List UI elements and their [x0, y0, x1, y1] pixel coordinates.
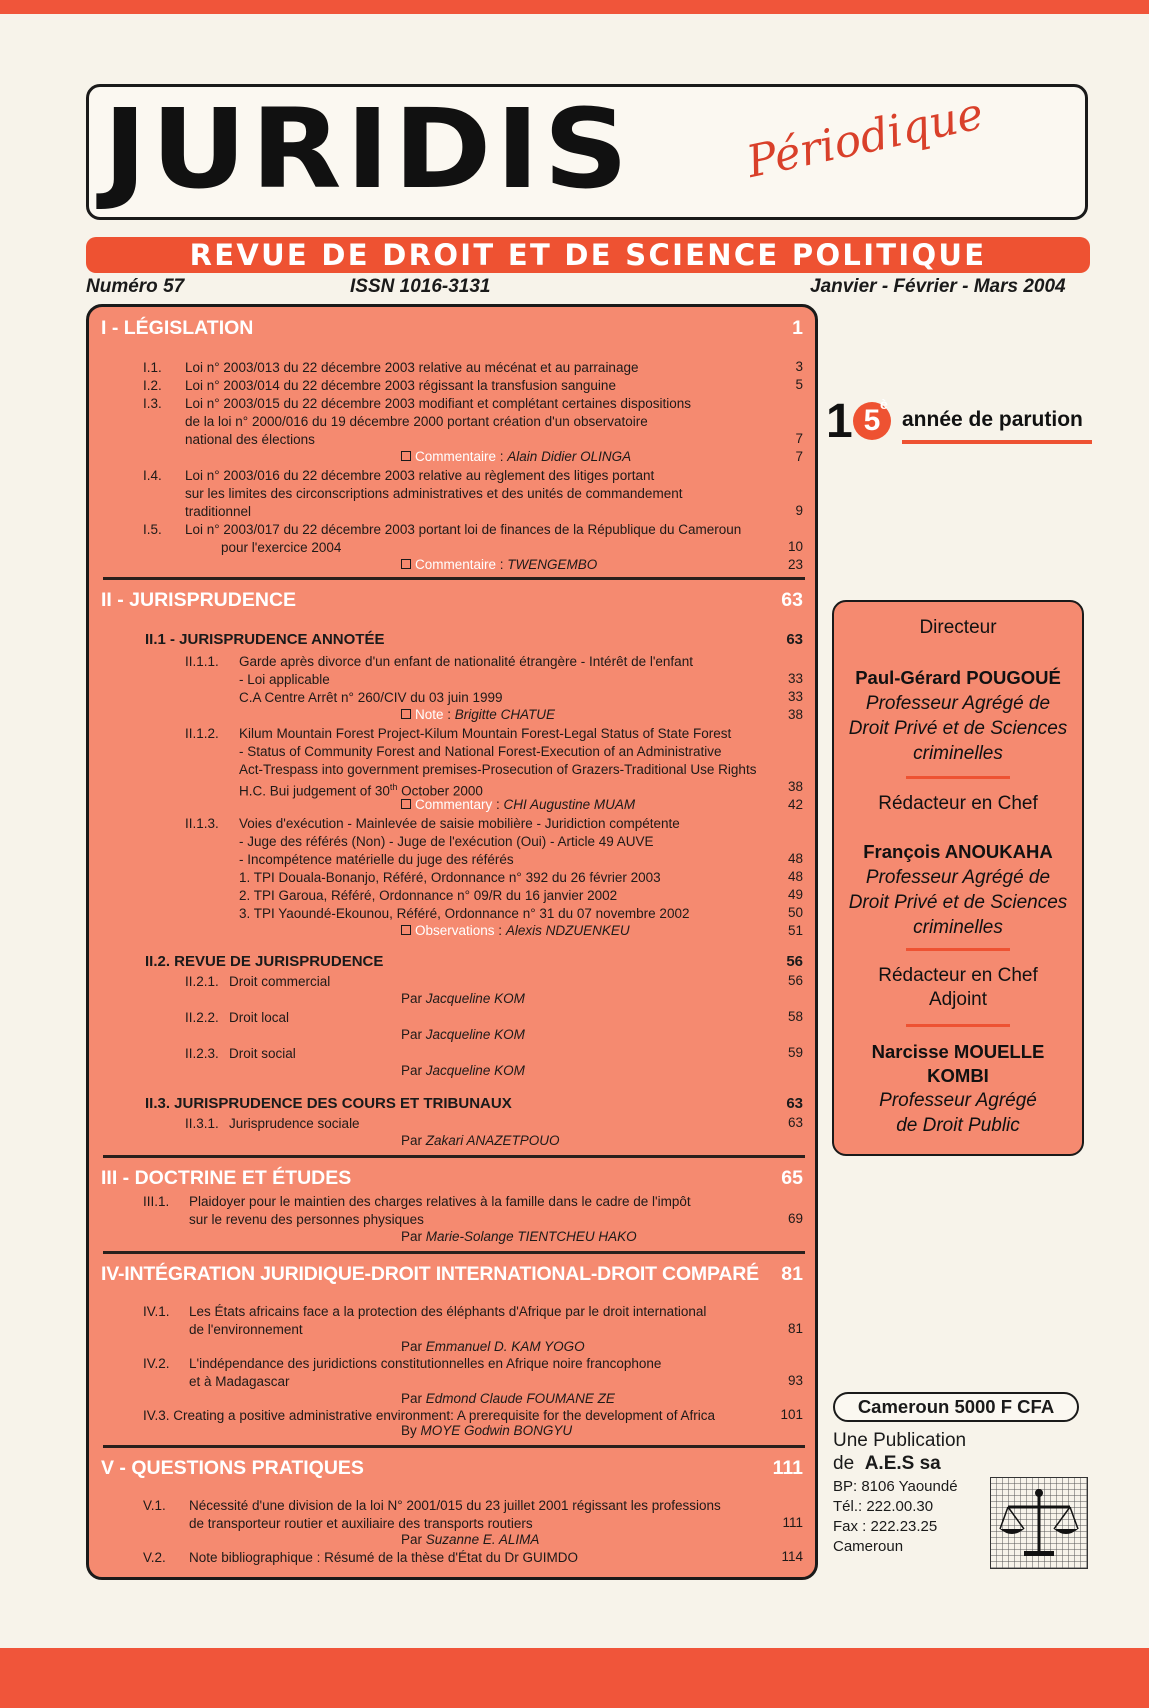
item-page: 69	[787, 1211, 803, 1226]
item-title-cont: sur les limites des circonscriptions administratives et des unités de commandement	[185, 486, 683, 501]
item-title: Plaidoyer pour le maintien des charges relatives à la famille dans le cadre de l'impôt	[189, 1194, 691, 1209]
item-number: IV.2.	[143, 1356, 170, 1371]
item-page: 59	[787, 1045, 803, 1060]
staff-title: de Droit Public	[896, 1115, 1020, 1136]
item-title: Les États africains face a la protection des éléphants d'Afrique par le droit international	[189, 1304, 707, 1319]
role-title: Directeur	[919, 617, 997, 638]
checkbox-icon	[401, 451, 411, 461]
item-page: 63	[787, 1115, 803, 1130]
item-title: Droit local	[229, 1010, 290, 1025]
staff-title: Professeur Agrégé	[879, 1090, 1037, 1111]
section-title-doctrine: III - DOCTRINE ET ÉTUDES	[101, 1167, 352, 1189]
item-page: 48	[787, 851, 803, 866]
item-page: 38	[787, 779, 803, 794]
publisher-line: Une Publication	[833, 1430, 967, 1451]
item-page: 56	[787, 973, 803, 988]
item-title: Loi n° 2003/014 du 22 décembre 2003 régissant la transfusion sanguine	[185, 378, 616, 393]
item-number: V.1.	[143, 1498, 166, 1513]
section-title-questions: V - QUESTIONS PRATIQUES	[101, 1457, 364, 1479]
item-number: IV.1.	[143, 1304, 170, 1319]
item-page: 49	[787, 887, 803, 902]
section-title-jurisprudence: II - JURISPRUDENCE	[101, 589, 297, 611]
staff-title: Professeur Agrégé de	[865, 693, 1051, 714]
item-page: 33	[787, 689, 803, 704]
item-title: Jurisprudence sociale	[229, 1116, 360, 1131]
item-title-cont: H.C. Bui judgement of 30th October 2000	[239, 782, 483, 799]
item-title-cont: de la loi n° 2000/016 du 19 décembre 2000 portant création d'un observatoire	[185, 414, 648, 429]
item-number: II.1.3.	[185, 816, 219, 831]
publisher-fax: Fax : 222.23.25	[833, 1518, 938, 1535]
item-number: I.3.	[143, 396, 162, 411]
section-page: 81	[781, 1263, 803, 1285]
item-page: 48	[787, 869, 803, 884]
item-title: Nécessité d'une division de la loi N° 2001/015 du 23 juillet 2001 régissant les professions	[189, 1498, 721, 1513]
commentary-line: Commentaire : Alain Didier OLINGA	[401, 449, 631, 464]
item-title-cont: Act-Trespass into government premises-Prosecution of Grazers-Traditional Use Rights	[239, 762, 757, 777]
staff-title: criminelles	[913, 743, 1003, 764]
commentary-line: Commentary : CHI Augustine MUAM	[401, 797, 635, 812]
staff-divider	[906, 948, 1010, 951]
item-title: Loi n° 2003/017 du 22 décembre 2003 portant loi de finances de la République du Cameroun	[185, 522, 742, 537]
item-title: Loi n° 2003/013 du 22 décembre 2003 relative au mécénat et au parrainage	[185, 360, 639, 375]
item-title-cont: 2. TPI Garoua, Référé, Ordonnance n° 09/R du 16 janvier 2002	[239, 888, 618, 903]
section-page: 63	[781, 589, 803, 611]
issue-date: Janvier - Février - Mars 2004	[810, 276, 1066, 297]
checkbox-icon	[401, 799, 411, 809]
item-title: Kilum Mountain Forest Project-Kilum Mountain Forest-Legal Status of State Forest	[239, 726, 732, 741]
author-line: Par Suzanne E. ALIMA	[401, 1532, 540, 1547]
checkbox-icon	[401, 925, 411, 935]
price-badge: Cameroun 5000 F CFA	[833, 1392, 1079, 1422]
journal-logo: JURIDIS	[103, 84, 633, 213]
item-page: 93	[787, 1373, 803, 1388]
item-title: Droit social	[229, 1046, 296, 1061]
issue-number: Numéro 57	[86, 276, 185, 297]
item-number: III.1.	[143, 1194, 170, 1209]
section-divider	[103, 1155, 805, 1158]
author-line: Par Edmond Claude FOUMANE ZE	[401, 1391, 615, 1406]
item-title: Loi n° 2003/015 du 22 décembre 2003 modifiant et complétant certaines dispositions	[185, 396, 691, 411]
staff-title: Professeur Agrégé de	[865, 867, 1051, 888]
item-number: V.2.	[143, 1550, 166, 1565]
item-page: 10	[787, 539, 803, 554]
item-page: 23	[787, 557, 803, 572]
staff-title: Droit Privé et de Sciences	[848, 892, 1068, 913]
item-title-cont: sur le revenu des personnes physiques	[189, 1212, 424, 1227]
item-title-cont: de transporteur routier et auxiliaire des transports routiers	[189, 1516, 533, 1531]
item-title-cont: pour l'exercice 2004	[221, 540, 342, 555]
section-divider	[103, 1251, 805, 1254]
item-page: 7	[795, 449, 803, 464]
item-title: Note bibliographique : Résumé de la thèse d'État du Dr GUIMDO	[189, 1550, 579, 1565]
item-number: II.2.1.	[185, 974, 219, 989]
section-page: 65	[781, 1167, 803, 1189]
role-title: Adjoint	[928, 989, 988, 1010]
author-line: Par Jacqueline KOM	[401, 991, 525, 1006]
item-number: I.4.	[143, 468, 162, 483]
anniversary-badge: 1 5 è année de parution	[826, 396, 1094, 452]
publisher-name: de A.E.S sa	[833, 1453, 941, 1474]
checkbox-icon	[401, 559, 411, 569]
item-page: 5	[795, 377, 803, 392]
item-number: II.1.2.	[185, 726, 219, 741]
item-title-cont: 3. TPI Yaoundé-Ekounou, Référé, Ordonnance n° 31 du 07 novembre 2002	[239, 906, 690, 921]
item-title-cont: - Juge des référés (Non) - Juge de l'exécution (Oui) - Article 49 AUVE	[239, 834, 654, 849]
section-divider	[103, 1445, 805, 1448]
item-page: 7	[795, 431, 803, 446]
item-number: I.1.	[143, 360, 162, 375]
anniversary-text: année de parution	[902, 408, 1083, 431]
staff-name: KOMBI	[927, 1065, 989, 1086]
item-page: 81	[787, 1321, 803, 1336]
item-page: 101	[780, 1407, 803, 1422]
anniversary-underline	[902, 440, 1092, 444]
item-page: 114	[781, 1549, 803, 1564]
staff-title: criminelles	[913, 917, 1003, 938]
periodique-script: Périodique	[742, 88, 988, 188]
section-divider	[103, 577, 805, 580]
item-title: Garde après divorce d'un enfant de nationalité étrangère - Intérêt de l'enfant	[239, 654, 693, 669]
checkbox-icon	[401, 709, 411, 719]
item-page: 33	[787, 671, 803, 686]
circle-number: 5	[853, 402, 891, 440]
item-title: IV.3. Creating a positive administrative environment: A prerequisite for the development of Africa	[143, 1408, 716, 1423]
item-page: 9	[795, 503, 803, 518]
staff-divider	[906, 776, 1010, 779]
item-title-cont: C.A Centre Arrêt n° 260/CIV du 03 juin 1999	[239, 690, 503, 705]
item-title-cont: - Status of Community Forest and National Forest-Execution of an Administrative	[239, 744, 722, 759]
item-page: 111	[782, 1515, 803, 1530]
item-number: I.2.	[143, 378, 162, 393]
issn: ISSN 1016-3131	[350, 276, 491, 297]
item-page: 58	[787, 1009, 803, 1024]
subsection-page: 56	[786, 953, 803, 970]
role-title: Rédacteur en Chef	[878, 965, 1038, 986]
note-line: Note : Brigitte CHATUE	[401, 707, 555, 722]
staff-name: Paul-Gérard POUGOUÉ	[855, 667, 1061, 688]
item-title-cont: traditionnel	[185, 504, 252, 519]
item-page: 38	[787, 707, 803, 722]
masthead	[86, 84, 1088, 220]
subsection-title: II.2. REVUE DE JURISPRUDENCE	[145, 953, 384, 970]
author-line: By MOYE Godwin BONGYU	[401, 1423, 573, 1438]
journal-subtitle: REVUE DE DROIT ET DE SCIENCE POLITIQUE	[86, 237, 1090, 273]
item-number: II.2.2.	[185, 1010, 219, 1025]
author-line: Par Jacqueline KOM	[401, 1063, 525, 1078]
staff-divider	[906, 1024, 1010, 1027]
item-title-cont: de l'environnement	[189, 1322, 303, 1337]
publisher-tel: Tél.: 222.00.30	[833, 1498, 934, 1515]
top-color-bar	[0, 0, 1149, 14]
section-page: 1	[792, 317, 803, 339]
item-number: II.2.3.	[185, 1046, 219, 1061]
item-title-cont: - Incompétence matérielle du juge des référés	[239, 852, 514, 867]
item-page: 42	[787, 797, 803, 812]
subsection-title: II.1 - JURISPRUDENCE ANNOTÉE	[145, 631, 385, 648]
author-line: Par Emmanuel D. KAM YOGO	[401, 1339, 585, 1354]
staff-name: François ANOUKAHA	[863, 841, 1053, 862]
item-title-cont: 1. TPI Douala-Bonanjo, Référé, Ordonnance n° 392 du 26 février 2003	[239, 870, 661, 885]
item-number: I.5.	[143, 522, 162, 537]
author-line: Par Marie-Solange TIENTCHEU HAKO	[401, 1229, 637, 1244]
editorial-staff-box	[832, 600, 1084, 1156]
item-title-cont: - Loi applicable	[239, 672, 330, 687]
item-title: Voies d'exécution - Mainlevée de saisie mobilière - Juridiction compétente	[239, 816, 680, 831]
item-number: II.1.1.	[185, 654, 219, 669]
item-page: 3	[795, 359, 803, 374]
item-page: 51	[787, 923, 803, 938]
staff-title: Droit Privé et de Sciences	[848, 718, 1068, 739]
subsection-title: II.3. JURISPRUDENCE DES COURS ET TRIBUNAUX	[145, 1095, 512, 1112]
item-page: 50	[787, 905, 803, 920]
publisher-country: Cameroun	[833, 1538, 904, 1555]
publisher-bp: BP: 8106 Yaoundé	[833, 1478, 958, 1495]
author-line: Par Jacqueline KOM	[401, 1027, 525, 1042]
role-title: Rédacteur en Chef	[878, 793, 1038, 814]
item-title: Droit commercial	[229, 974, 331, 989]
staff-name: Narcisse MOUELLE	[871, 1041, 1045, 1062]
bottom-color-bar	[0, 1648, 1149, 1708]
section-title-integration: IV-INTÉGRATION JURIDIQUE-DROIT INTERNATIONAL-DROIT COMPARÉ	[101, 1263, 759, 1285]
item-title: L'indépendance des juridictions constitutionnelles en Afrique noire francophone	[189, 1356, 662, 1371]
author-line: Par Zakari ANAZETPOUO	[401, 1133, 560, 1148]
item-title: Loi n° 2003/016 du 22 décembre 2003 relative au règlement des litiges portant	[185, 468, 655, 483]
table-of-contents	[86, 304, 818, 1580]
item-number: II.3.1.	[185, 1116, 219, 1131]
subsection-page: 63	[786, 631, 803, 648]
section-page: 111	[772, 1457, 803, 1479]
observations-line: Observations : Alexis NDZUENKEU	[401, 923, 630, 938]
item-title-cont: national des élections	[185, 432, 315, 447]
subsection-page: 63	[786, 1095, 803, 1112]
item-title-cont: et à Madagascar	[189, 1374, 290, 1389]
commentary-line: Commentaire : TWENGEMBO	[401, 557, 597, 572]
section-title-legislation: I - LÉGISLATION	[101, 317, 254, 339]
scales-of-justice-icon	[990, 1477, 1088, 1569]
